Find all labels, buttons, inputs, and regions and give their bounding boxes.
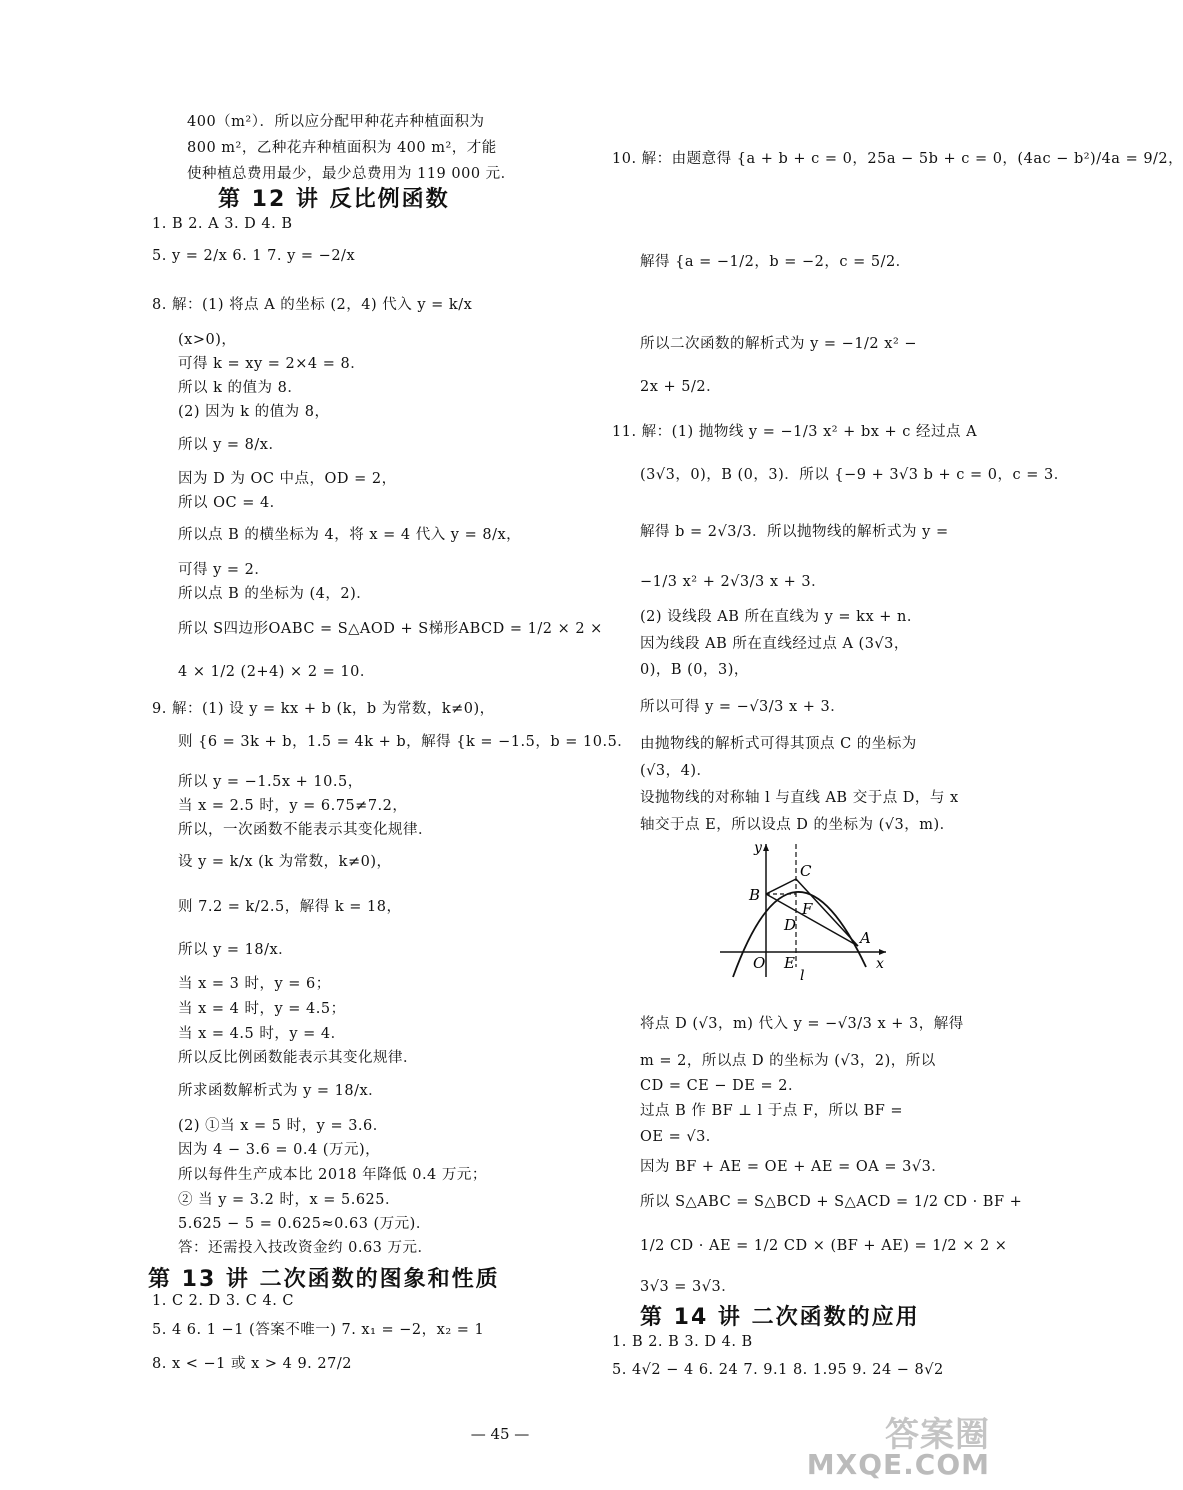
- text-line: CD = CE − DE = 2．: [640, 1078, 803, 1094]
- section-heading: 第 14 讲 二次函数的应用: [640, 1305, 920, 1330]
- text-line: 设抛物线的对称轴 l 与直线 AB 交于点 D，与 x: [640, 790, 959, 806]
- text-line: 所以 S四边形OABC = S△AOD + S梯形ABCD = 1/2 × 2 ×: [178, 621, 603, 637]
- text-line: 因为 BF + AE = OE + AE = OA = 3√3．: [640, 1159, 947, 1175]
- text-line: −1/3 x² + 2√3/3 x + 3．: [640, 574, 827, 590]
- text-line: 所以，一次函数不能表示其变化规律．: [178, 822, 433, 838]
- text-line: 使种植总费用最少，最少总费用为 119 000 元．: [187, 166, 516, 182]
- text-line: m = 2，所以点 D 的坐标为 (√3，2)，所以: [640, 1053, 936, 1069]
- fig-label-d: D: [784, 916, 797, 934]
- text-line: 所以 y = 8/x．: [178, 437, 284, 453]
- text-line: 过点 B 作 BF ⊥ l 于点 F，所以 BF =: [640, 1103, 904, 1119]
- watermark-logo-text: 答案圈: [885, 1415, 990, 1455]
- text-line: 当 x = 4.5 时，y = 4．: [178, 1026, 346, 1042]
- text-line: 5. 4 6. 1 −1 (答案不唯一) 7. x₁ = −2，x₂ = 1: [152, 1322, 485, 1338]
- text-line: 当 x = 3 时，y = 6；: [178, 976, 331, 992]
- text-line: 当 x = 2.5 时，y = 6.75≠7.2，: [178, 798, 408, 814]
- text-line: 可得 y = 2．: [178, 562, 270, 578]
- text-line: (3√3，0)，B (0，3)．所以 {−9 + 3√3 b + c = 0，c = 3．: [640, 467, 1069, 483]
- text-line: OE = √3．: [640, 1129, 721, 1145]
- text-line: 所求函数解析式为 y = 18/x．: [178, 1083, 384, 1099]
- fig-label-b: B: [749, 886, 761, 904]
- text-line: (x>0)，: [178, 332, 237, 348]
- fig-label-c: C: [800, 862, 812, 880]
- text-line: 所以 OC = 4．: [178, 495, 285, 511]
- text-line: 解得 b = 2√3/3．所以抛物线的解析式为 y =: [640, 524, 949, 540]
- text-line: 3√3 = 3√3．: [640, 1279, 737, 1295]
- watermark: [806, 1415, 990, 1481]
- text-line: 轴交于点 E，所以设点 D 的坐标为 (√3，m)．: [640, 817, 955, 833]
- text-line: 0)，B (0，3)，: [640, 662, 749, 678]
- text-line: (2) ①当 x = 5 时，y = 3.6．: [178, 1118, 388, 1134]
- section-heading: 第 13 讲 二次函数的图象和性质: [148, 1267, 500, 1292]
- text-line: 所以 y = −1.5x + 10.5，: [178, 774, 363, 790]
- fig-label-a: A: [860, 929, 871, 947]
- fig-label-x: x: [876, 956, 884, 972]
- text-line: 10. 解：由题意得 {a + b + c = 0，25a − 5b + c = 0，(4ac − b²)/4a = 9/2，: [612, 151, 1183, 167]
- text-line: 8. x < −1 或 x > 4 9. 27/2: [152, 1356, 352, 1372]
- text-line: 4 × 1/2 (2+4) × 2 = 10．: [178, 664, 375, 680]
- section-heading: 第 12 讲 反比例函数: [218, 187, 450, 212]
- text-line: 可得 k = xy = 2×4 = 8．: [178, 356, 366, 372]
- text-line: 2x + 5/2．: [640, 379, 722, 395]
- text-line: 400（m²）．所以应分配甲种花卉种植面积为: [187, 114, 485, 130]
- text-line: 9. 解：(1) 设 y = kx + b (k，b 为常数，k≠0)，: [152, 701, 495, 717]
- fig-label-f: F: [802, 900, 813, 918]
- text-line: 则 {6 = 3k + b，1.5 = 4k + b，解得 {k = −1.5，b = 10.5．: [178, 734, 633, 750]
- text-line: 所以二次函数的解析式为 y = −1/2 x² −: [640, 336, 918, 352]
- text-line: 由抛物线的解析式可得其顶点 C 的坐标为: [640, 736, 917, 752]
- parabola-figure: [718, 842, 893, 982]
- fig-label-y: y: [754, 840, 762, 856]
- fig-label-e: E: [784, 954, 795, 972]
- text-line: (2) 因为 k 的值为 8，: [178, 404, 330, 420]
- text-line: 所以可得 y = −√3/3 x + 3．: [640, 699, 846, 715]
- fig-label-o: O: [753, 954, 766, 972]
- text-line: (2) 设线段 AB 所在直线为 y = kx + n．: [640, 609, 922, 625]
- text-line: 所以每件生产成本比 2018 年降低 0.4 万元；: [178, 1167, 487, 1183]
- text-line: 解得 {a = −1/2，b = −2，c = 5/2．: [640, 254, 911, 270]
- text-line: 将点 D (√3，m) 代入 y = −√3/3 x + 3，解得: [640, 1016, 964, 1032]
- fig-label-l: l: [800, 968, 805, 984]
- text-line: 所以 S△ABC = S△BCD + S△ACD = 1/2 CD · BF +: [640, 1194, 1023, 1210]
- text-line: 所以反比例函数能表示其变化规律．: [178, 1050, 418, 1066]
- text-line: 所以点 B 的横坐标为 4，将 x = 4 代入 y = 8/x，: [178, 527, 522, 543]
- text-line: 1. C 2. D 3. C 4. C: [152, 1293, 295, 1309]
- text-line: 所以 k 的值为 8．: [178, 380, 303, 396]
- text-line: 答：还需投入技改资金约 0.63 万元．: [178, 1240, 433, 1256]
- text-line: 则 7.2 = k/2.5，解得 k = 18，: [178, 899, 402, 915]
- text-line: 8. 解：(1) 将点 A 的坐标 (2，4) 代入 y = k/x: [152, 297, 473, 313]
- page-number: — 45 —: [470, 1425, 530, 1443]
- text-line: 当 x = 4 时，y = 4.5；: [178, 1001, 346, 1017]
- text-line: ② 当 y = 3.2 时，x = 5.625．: [178, 1192, 401, 1208]
- text-line: 因为 D 为 OC 中点，OD = 2，: [178, 471, 397, 487]
- text-line: 1. B 2. B 3. D 4. B: [612, 1334, 753, 1350]
- text-line: 因为 4 − 3.6 = 0.4 (万元)，: [178, 1142, 381, 1158]
- text-line: (√3，4)．: [640, 763, 712, 779]
- text-line: 所以 y = 18/x．: [178, 942, 294, 958]
- text-line: 1/2 CD · AE = 1/2 CD × (BF + AE) = 1/2 × 2 ×: [640, 1238, 1008, 1254]
- text-line: 所以点 B 的坐标为 (4，2)．: [178, 586, 372, 602]
- text-line: 因为线段 AB 所在直线经过点 A (3√3，: [640, 636, 909, 652]
- text-line: 设 y = k/x (k 为常数，k≠0)，: [178, 854, 392, 870]
- text-line: 800 m²，乙种花卉种植面积为 400 m²，才能: [187, 140, 497, 156]
- text-line: 1. B 2. A 3. D 4. B: [152, 216, 293, 232]
- text-line: 11. 解：(1) 抛物线 y = −1/3 x² + bx + c 经过点 A: [612, 424, 978, 440]
- text-line: 5.625 − 5 = 0.625≈0.63 (万元)．: [178, 1216, 431, 1232]
- text-line: 5. y = 2/x 6. 1 7. y = −2/x: [152, 248, 356, 264]
- text-line: 5. 4√2 − 4 6. 24 7. 9.1 8. 1.95 9. 24 − 8√2: [612, 1362, 944, 1378]
- watermark-url: MXQE.COM: [806, 1448, 990, 1481]
